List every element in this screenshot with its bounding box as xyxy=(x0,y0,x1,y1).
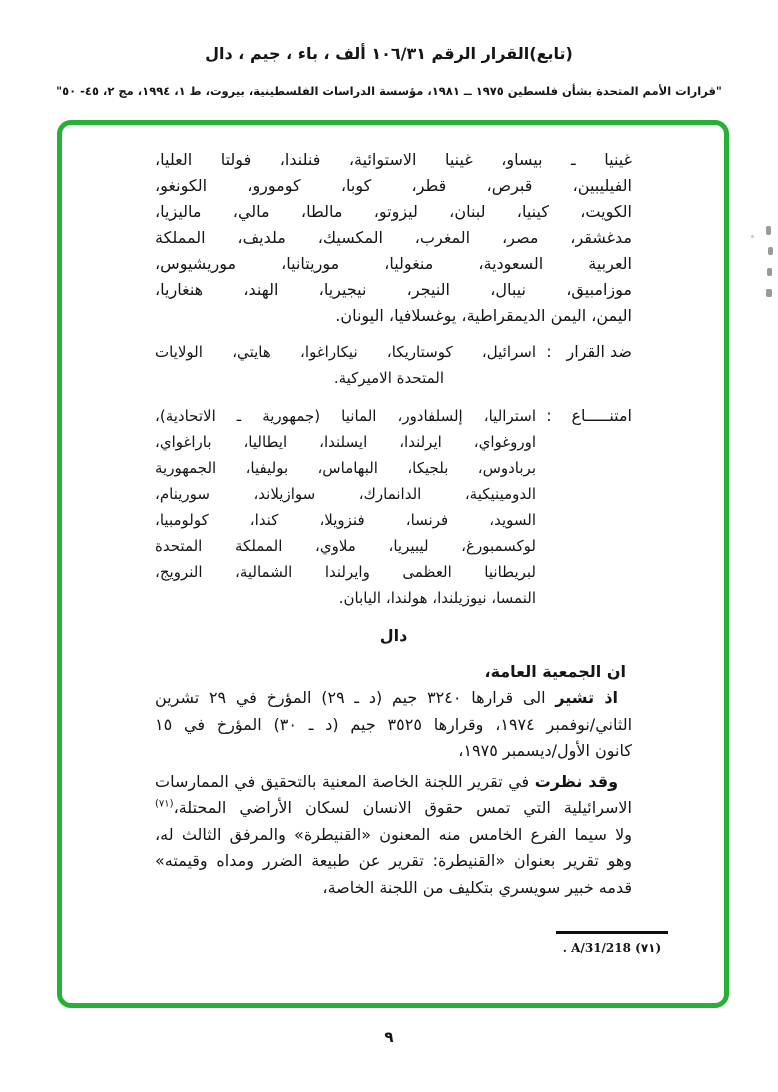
against-country-list xyxy=(155,339,536,391)
paragraph-text: الاسرائيلية التي تمس حقوق الانسان لسكان الأراضي المحتلة، xyxy=(173,798,632,817)
abstain-country-list xyxy=(155,403,536,611)
abstain-vote-section xyxy=(155,403,632,611)
document-body xyxy=(62,125,724,901)
abstain-list-line: استراليا، إلسلفادور، المانيا (جمهورية ـ الاتحادية)، xyxy=(155,407,536,425)
page-number: ٩ xyxy=(384,1028,394,1046)
favor-list-line: الكويت، كينيا، لبنان، ليزوتو، مالطا، مالي، ماليزيا، xyxy=(155,202,632,221)
paragraph-considered xyxy=(155,769,632,902)
abstain-list-line: لبريطانيا العظمى وايرلندا الشمالية، النرويج، xyxy=(155,563,536,581)
paragraph-line: قدمه خبير سويسري بتكليف من اللجنة الخاصة، xyxy=(322,877,632,897)
abstain-list-line: اوروغواي، ايرلندا، ايسلندا، ايطاليا، باراغواي، xyxy=(155,433,536,451)
paragraph-line xyxy=(155,769,632,796)
paragraph-line xyxy=(155,685,632,712)
page-header-title: (تابع)القرار الرقم ١٠٦/٣١ ألف ، باء ، جيم ، دال xyxy=(205,44,573,63)
against-list-line: المتحدة الاميركية. xyxy=(333,369,444,387)
abstain-list-line: النمسا، نيوزيلندا، هولندا، اليابان. xyxy=(338,589,536,607)
paragraph-bold-lead: اذ تشير xyxy=(555,688,619,707)
paragraph-line: ولا سيما الفرع الخامس منه المعنون «القنيطرة» والمرفق الثالث له، xyxy=(155,824,632,844)
favor-list-line: العربية السعودية، منغوليا، موريتانيا، موريشيوس، xyxy=(155,254,632,273)
abstain-label: امتنـــــاع xyxy=(571,406,632,425)
section-heading-dal: دال xyxy=(379,626,408,645)
against-colon: : xyxy=(546,342,552,361)
paragraph-line xyxy=(155,795,632,822)
against-vote-section xyxy=(155,339,632,391)
favor-list-line: الفيليبين، قبرص، قطر، كوبا، كومورو، الكونغو، xyxy=(155,176,632,195)
scan-speck xyxy=(766,226,771,235)
abstain-list-line: لوكسمبورغ، ليبيريا، ملاوي، المملكة المتحدة xyxy=(155,537,536,555)
against-label: ضد القرار xyxy=(566,342,632,361)
favor-country-list xyxy=(155,147,632,329)
paragraph-bold-lead: وقد نظرت xyxy=(534,771,619,791)
paragraph-text: في تقرير اللجنة الخاصة المعنية بالتحقيق في الممارسات xyxy=(155,771,535,791)
green-highlight-frame xyxy=(57,120,729,1008)
paragraph-line: الثاني/نوفمبر ١٩٧٤، وقرارها ٣٥٢٥ جيم (د ـ ٣٠) المؤرخ في ١٥ xyxy=(155,714,633,734)
paragraph-text: الى قرارها ٣٢٤٠ جيم (د ـ ٢٩) المؤرخ في ٢٩ تشرين xyxy=(155,688,556,707)
paragraph-recalling xyxy=(155,685,632,765)
scan-speck xyxy=(767,268,772,276)
paragraph-line: كانون الأول/ديسمبر ١٩٧٥، xyxy=(458,741,632,760)
abstain-list-line: السويد، فرنسا، فنزويلا، كندا، كولومبيا، xyxy=(155,511,536,529)
favor-list-line: موزامبيق، نيبال، النيجر، نيجيريا، الهند، هنغاريا، xyxy=(155,280,632,299)
scan-speck xyxy=(751,235,754,238)
paragraph-line: وهو تقرير بعنوان «القنيطرة: تقرير عن طبيعة الضرر ومداه وقيمته» xyxy=(155,851,632,870)
favor-list-line: غينيا ـ بيساو، غينيا الاستوائية، فنلندا، فولتا العليا، xyxy=(155,150,632,169)
scan-speck xyxy=(768,247,773,255)
scan-speck xyxy=(766,289,772,297)
abstain-list-line: بربادوس، بلجيكا، البهاماس، بوليفيا، الجمهورية xyxy=(155,459,536,477)
abstain-list-line: الدومينيكية، الدانمارك، سوازيلاند، سورينام، xyxy=(155,485,536,503)
footnote-reference: (٧١) A/31/218 . xyxy=(556,931,668,955)
assembly-opening-line: ان الجمعية العامة، xyxy=(484,662,626,681)
favor-list-line: اليمن، اليمن الديمقراطية، يوغسلافيا، اليونان. xyxy=(335,306,632,325)
page-header-citation: "قرارات الأمم المتحدة بشأن فلسطين ١٩٧٥ ــ ١٩٨١، مؤسسة الدراسات الفلسطينية، بيروت، ط ١، ١٩٩٤، مج ٢، ٤٥- ٥٠" xyxy=(56,84,722,98)
abstain-colon: : xyxy=(546,406,552,425)
against-list-line: اسرائيل، كوستاريكا، نيكاراغوا، هايتي، الولايات xyxy=(155,343,536,361)
footnote-marker: (٧١) xyxy=(155,798,174,810)
favor-list-line: مدغشقر، مصر، المغرب، المكسيك، ملديف، المملكة xyxy=(155,228,632,247)
